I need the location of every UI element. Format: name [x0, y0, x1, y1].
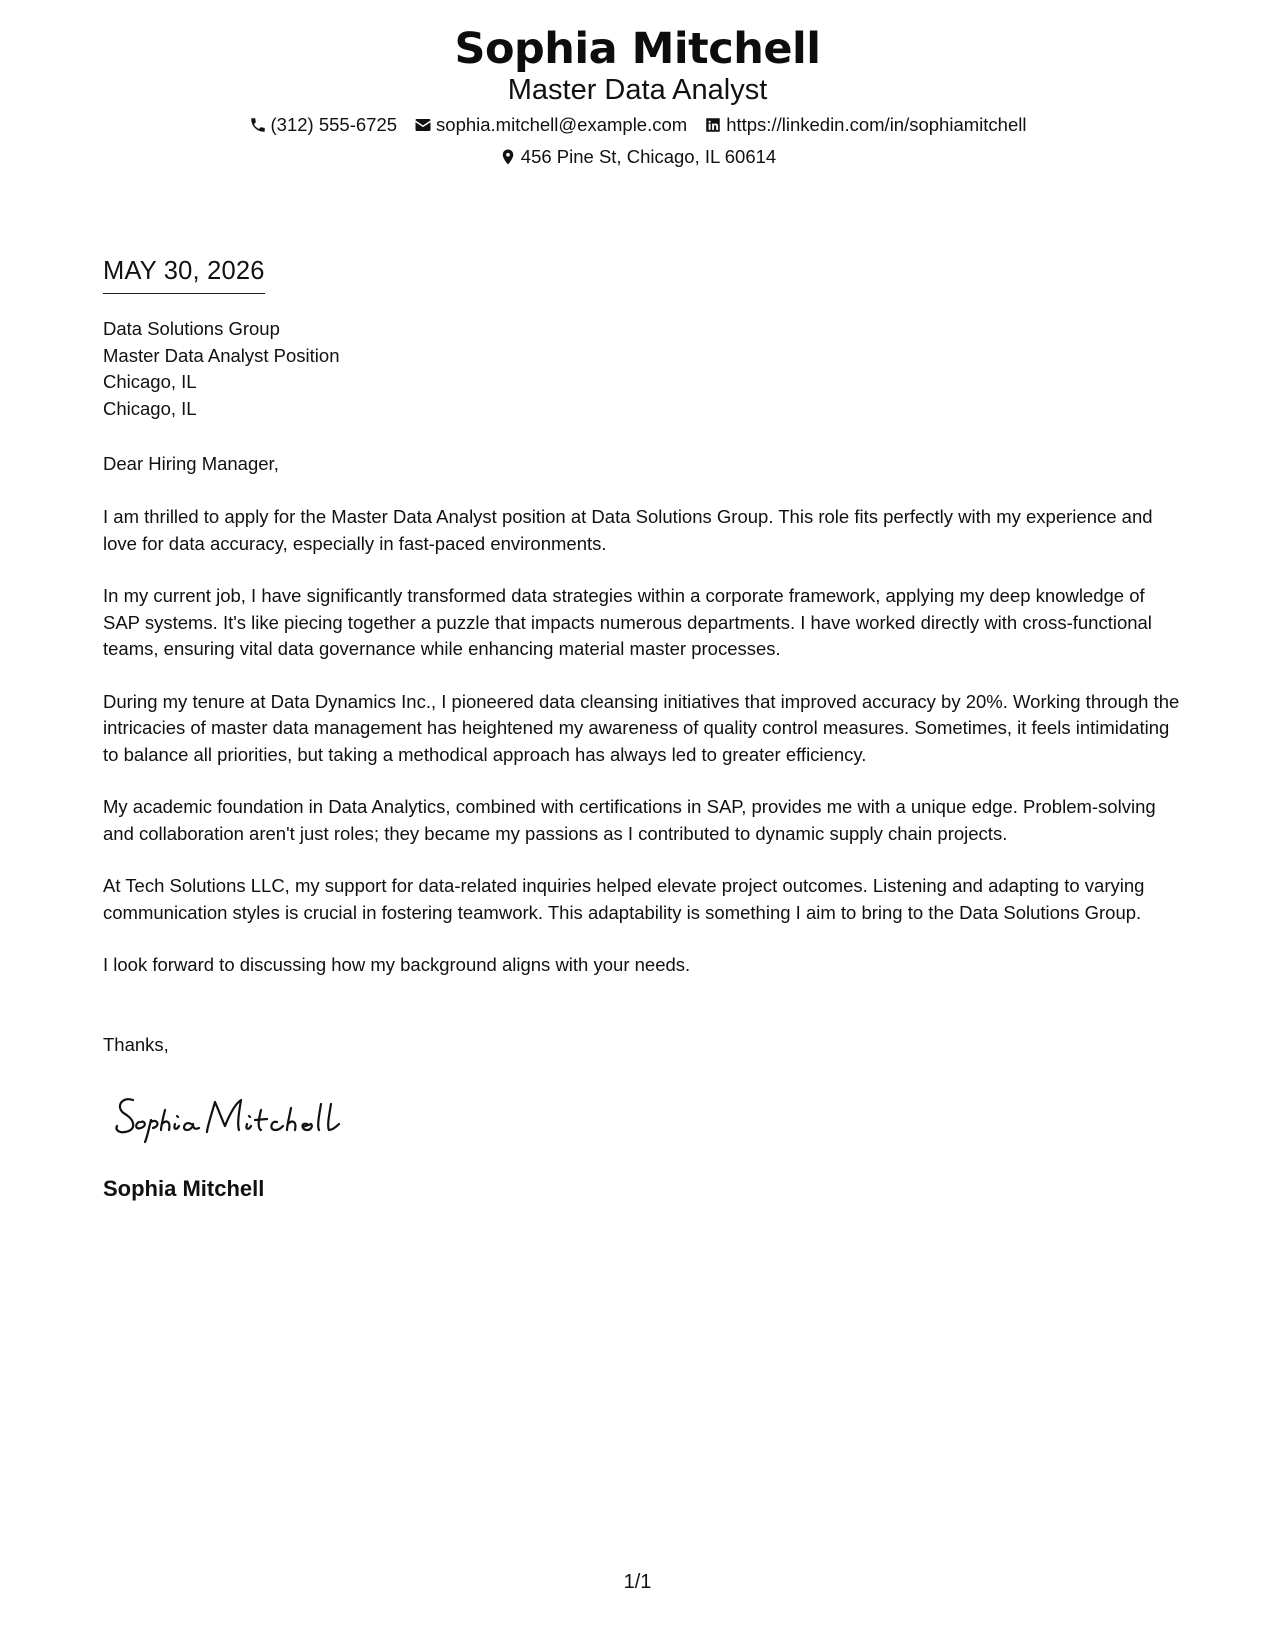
recipient-block — [103, 316, 340, 422]
map-marker-icon — [499, 148, 517, 166]
address-row — [0, 145, 1275, 169]
paragraph-current-job: In my current job, I have significantly transformed data strategies within a corporate framework, applying my deep knowledge of SAP systems. It's like piecing together a puzzle that impacts numerous departments. I have worked directly with cross-functional teams, ensuring vital data governance while enhancing material master processes. — [103, 585, 1152, 659]
paragraph-intro: I am thrilled to apply for the Master Data Analyst position at Data Solutions Group. This role fits perfectly with my experience and love for data accuracy, especially in fast-paced environments. — [103, 506, 1153, 554]
paragraph-closing-remark: I look forward to discussing how my background aligns with your needs. — [103, 954, 691, 975]
recipient-city: Chicago, IL — [103, 371, 197, 392]
linkedin-icon — [704, 116, 722, 134]
contact-linkedin[interactable] — [704, 113, 1026, 137]
salutation: Dear Hiring Manager, — [103, 453, 279, 474]
recipient-position: Master Data Analyst Position — [103, 344, 340, 366]
letter-paragraphs — [103, 504, 1183, 1005]
contact-phone — [249, 113, 398, 137]
closing: Thanks, — [103, 1034, 169, 1055]
linkedin-link[interactable]: https://linkedin.com/in/sophiamitchell — [726, 114, 1027, 135]
handwritten-signature — [111, 1086, 361, 1146]
recipient-city-repeat: Chicago, IL — [103, 397, 197, 419]
letter-header — [0, 22, 1275, 169]
address-text: 456 Pine St, Chicago, IL 60614 — [520, 146, 777, 167]
signer-name: Sophia Mitchell — [103, 1176, 265, 1201]
applicant-title: Master Data Analyst — [507, 74, 768, 106]
email-link[interactable]: sophia.mitchell@example.com — [436, 114, 688, 135]
phone-text: (312) 555-6725 — [270, 114, 398, 135]
applicant-name: Sophia Mitchell — [454, 24, 821, 74]
paragraph-tech-solutions: At Tech Solutions LLC, my support for data-related inquiries helped elevate project outcomes. Listening and adapting to varying communication styles is crucial in fostering teamwork. This adaptability is something I aim to bring to the Data Solutions Group. — [103, 875, 1145, 923]
contact-address — [499, 145, 776, 169]
contact-row — [0, 113, 1275, 137]
letter-date: MAY 30, 2026 — [103, 256, 265, 294]
paragraph-data-dynamics: During my tenure at Data Dynamics Inc., I pioneered data cleansing initiatives that improved accuracy by 20%. Working through the intricacies of master data management has heightened my awareness of quality control measures. Sometimes, it feels intimidating to balance all priorities, but taking a methodical approach has always led to greater efficiency. — [103, 690, 1180, 765]
recipient-company: Data Solutions Group — [103, 318, 280, 339]
contact-email[interactable] — [414, 113, 687, 137]
envelope-icon — [414, 116, 432, 134]
phone-icon — [249, 116, 267, 134]
paragraph-education: My academic foundation in Data Analytics, combined with certifications in SAP, provides me with a unique edge. Problem-solving and collaboration aren't just roles; they became my passions as I contributed to dynamic supply chain projects. — [103, 796, 1156, 844]
page-number: 1/1 — [623, 1571, 652, 1593]
